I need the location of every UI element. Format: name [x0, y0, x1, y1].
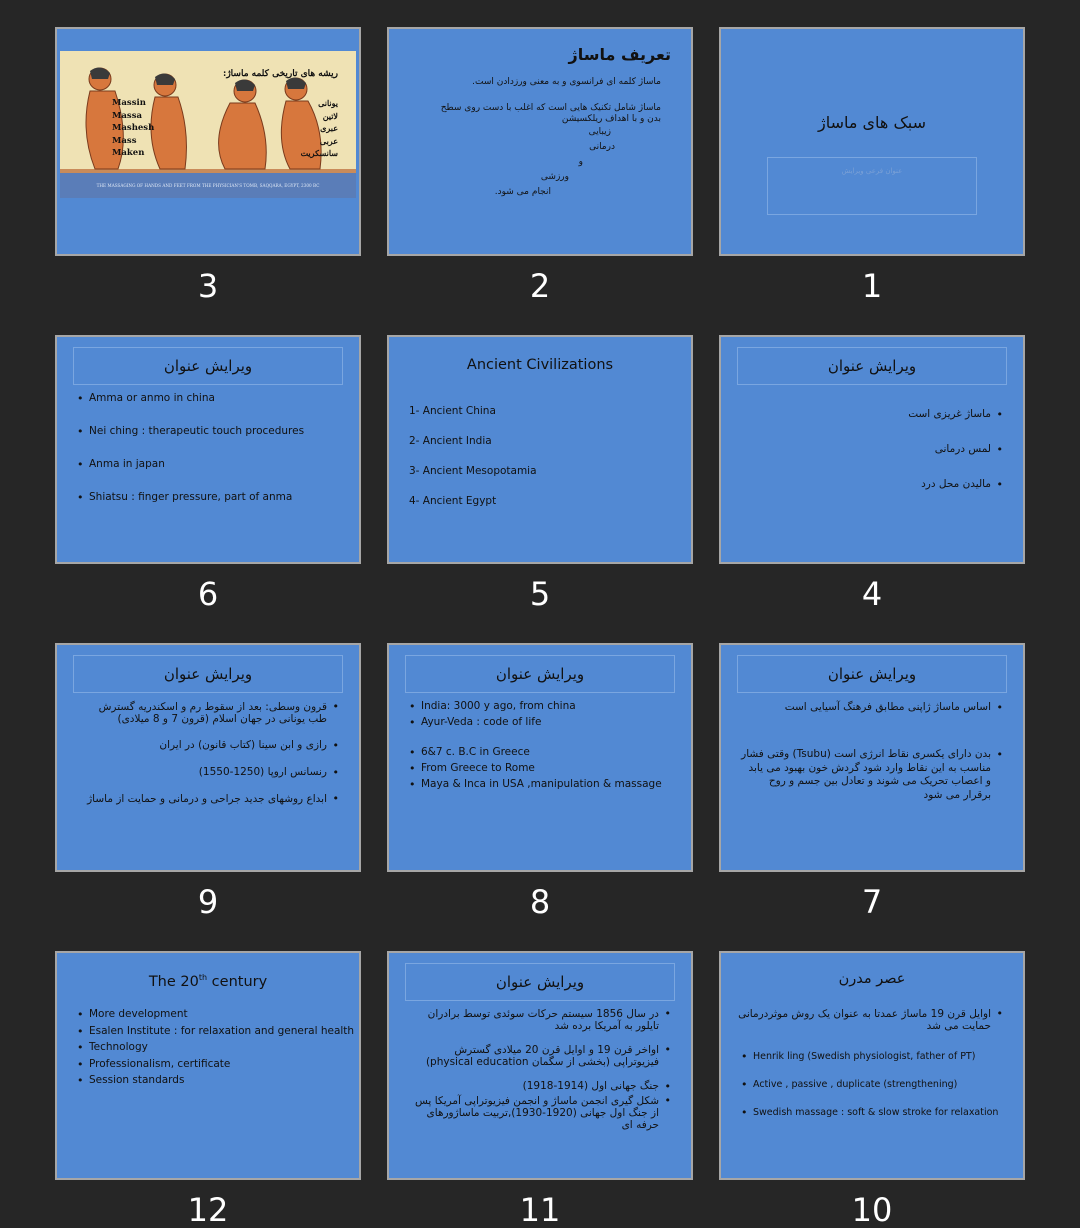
subtitle-placeholder: عنوان فرعی ویرایش [767, 157, 977, 215]
slide-number-7: 7 [861, 883, 883, 921]
slide-title: ویرایش عنوان [405, 655, 675, 693]
slide-number-6: 6 [197, 575, 219, 613]
bullet-list: • ماساژ غریزی است • لمس درمانی • مالیدن محل درد [743, 408, 1003, 491]
slide-title: Ancient Civilizations [466, 357, 614, 373]
slide-title: ویرایش عنوان [737, 655, 1007, 693]
slide-number-2: 2 [529, 267, 551, 305]
slide-thumb-10[interactable] [719, 951, 1025, 1180]
slide-thumb-7[interactable] [719, 643, 1025, 872]
slide-title: تعریف ماساژ [568, 45, 671, 64]
slide-title: عصر مدرن [838, 971, 906, 987]
root-languages: یونانی لاتین عبری عربی سانسکریت [300, 98, 338, 158]
slide-title: ویرایش عنوان [405, 963, 675, 1001]
bullet-list: • در سال 1856 سیستم حرکات سوئدی توسط برادران تایلور به آمریکا برده شد • اواخر قرن 19 و اوایل قرن 20 میلادی گسترش فیزیوتراپی (بخشی از سگمان physical education) • جنگ جهانی اول (1914-1918) • شکل گیری انجمن ماساژ و انجمن فیزیوتراپی آمریکا پس از جنگ اول جهانی (1920-1930),تربیت ماساژورهای حرفه ای [409, 1008, 671, 1131]
root-words: Massin Massa Mashesh Mass Maken [112, 98, 155, 158]
bullet-list-latin: • Henrik ling (Swedish physiologist, father of PT) • Active , passive , duplicate (strengthening) • Swedish massage : soft & slow stroke for relaxation [741, 1050, 1016, 1119]
slide-number-9: 9 [197, 883, 219, 921]
slide-title: ویرایش عنوان [737, 347, 1007, 385]
slide-thumb-5[interactable] [387, 335, 693, 564]
slide-number-5: 5 [529, 575, 551, 613]
slide-thumb-6[interactable] [55, 335, 361, 564]
bullet-list: • Amma or anmo in china • Nei ching : therapeutic touch procedures • Anma in japan • Shiatsu : finger pressure, part of anma [77, 392, 347, 504]
bullet-list: • قرون وسطی: بعد از سقوط رم و اسکندریه گسترش طب یونانی در جهان اسلام (قرون 7 و 8 میلادی) • رازی و ابن سینا (کتاب قانون) در ایران • رنسانس اروپا (1250-1550) • ابداع روشهای جدید جراحی و درمانی و حمایت از ماساژ [84, 701, 339, 805]
slide-title: ویرایش عنوان [73, 655, 343, 693]
slide-title: سبک های ماساژ [817, 113, 926, 132]
slide-thumb-11[interactable] [387, 951, 693, 1180]
slide-thumb-4[interactable] [719, 335, 1025, 564]
slide-title: The 20th century [148, 973, 268, 990]
bullet-list: • India: 3000 y ago, from china • Ayur-Veda : code of life • 6&7 c. B.C in Greece • From Greece to Rome • Maya & Inca in USA ,manipulation & massage [409, 700, 684, 791]
bullet-list: • اساس ماساژ ژاپنی مطابق فرهنگ آسیایی است • بدن دارای یکسری نقاط انرژی است (Tsubu) وقتی فشار مناسب به این نقاط وارد شود گردش خون بهبود می یابد و اعصاب تحریک می شوند و تعادل بین جسم و روح برقرار می شود [741, 701, 1003, 802]
slide-number-10: 10 [851, 1191, 893, 1228]
civilizations-list: 1- Ancient China 2- Ancient India 3- Ancient Mesopotamia 4- Ancient Egypt [409, 405, 537, 507]
image-caption-band [60, 173, 356, 198]
definition-body: ماساژ کلمه ای فرانسوی و به معنی ورزدادن است. ماساژ شامل تکنیک هایی است که اغلب با دست روی سطح بدن و با اهداف ریلکسیشن زیبایی درمانی و ورزشی انجام می شود. [440, 77, 661, 197]
slide-number-4: 4 [861, 575, 883, 613]
slide-thumb-12[interactable] [55, 951, 361, 1180]
image-caption: THE MASSAGING OF HANDS AND FEET FROM THE PHYSICIAN'S TOMB, SAQQARA, EGYPT, 2300 BC [96, 183, 320, 188]
slide-thumb-2[interactable] [387, 27, 693, 256]
slide-number-8: 8 [529, 883, 551, 921]
slide-thumb-1[interactable] [719, 27, 1025, 256]
slide-thumb-3[interactable] [55, 27, 361, 256]
bullet-list-farsi: • اوایل قرن 19 ماساژ عمدتا به عنوان یک روش موثردرمانی حمایت می شد [738, 1008, 1003, 1032]
slide-number-12: 12 [187, 1191, 229, 1228]
slide-title: ویرایش عنوان [73, 347, 343, 385]
egypt-image [60, 51, 356, 198]
slide-thumb-9[interactable] [55, 643, 361, 872]
bullet-list: • More development • Esalen Institute : for relaxation and general health • Technology • Professionalism, certificate • Session standards [77, 1008, 357, 1087]
slide-number-11: 11 [519, 1191, 561, 1228]
slide-number-3: 3 [197, 267, 219, 305]
slide-number-1: 1 [861, 267, 883, 305]
roots-heading: ریشه های تاریخی کلمه ماساژ: [223, 69, 338, 79]
slide-thumb-8[interactable] [387, 643, 693, 872]
